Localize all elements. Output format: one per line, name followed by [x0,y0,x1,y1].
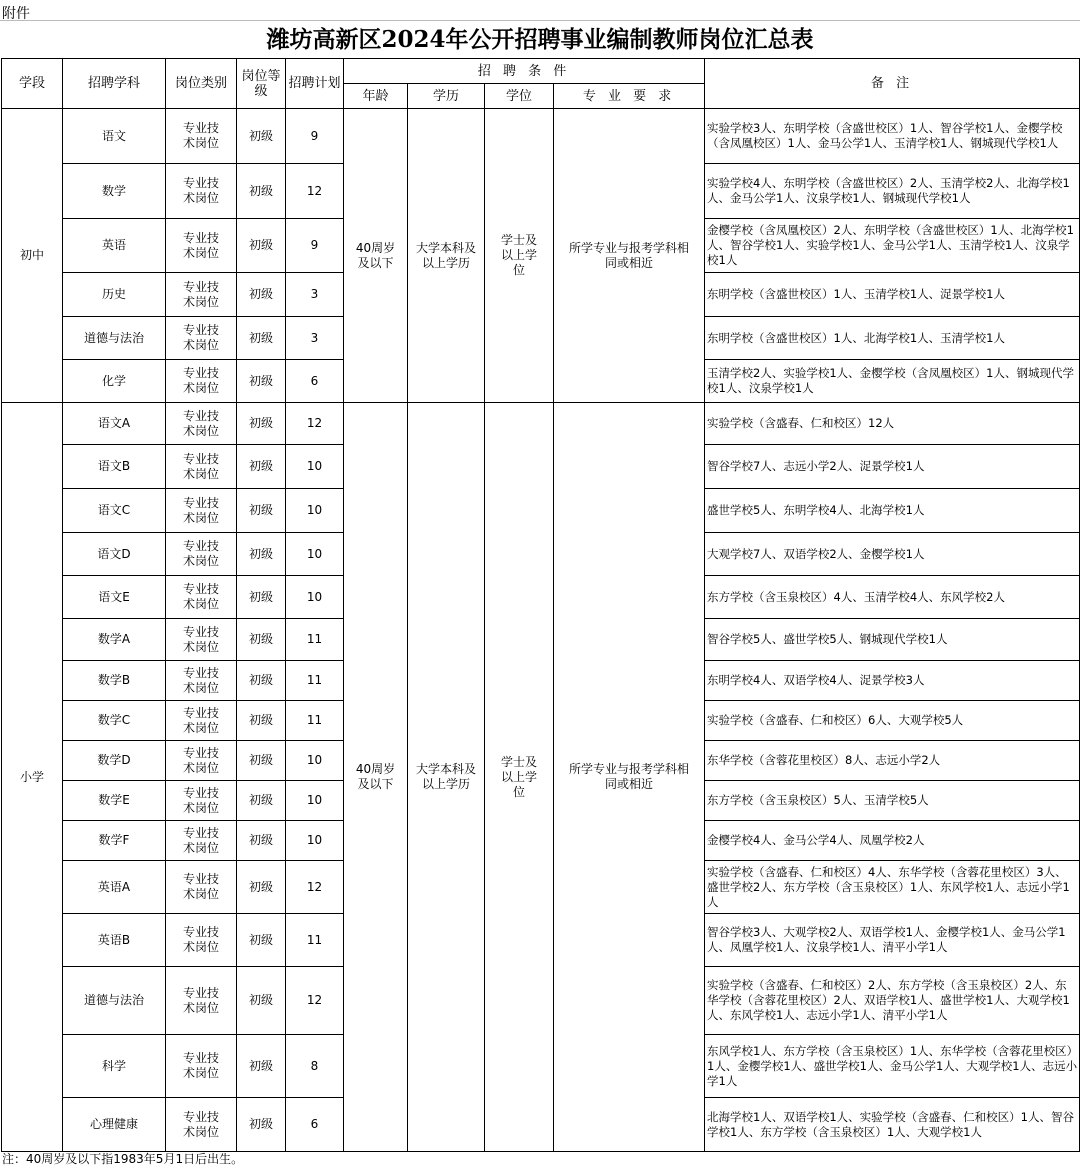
level-cell: 初级 [237,360,286,403]
category-cell: 专业技术岗位 [166,1035,237,1098]
plan-cell: 3 [286,273,344,317]
header-conditions: 招 聘 条 件 [344,59,705,84]
stage-cell: 小学 [2,403,63,1152]
category-cell: 专业技术岗位 [166,619,237,661]
remark-cell: 大观学校7人、双语学校2人、金樱学校1人 [705,533,1080,576]
remark-cell: 实验学校4人、东明学校（含盛世校区）2人、玉清学校2人、北海学校1人、金马公学1人、汶泉学校1人、钢城现代学校1人 [705,164,1080,219]
header-degree: 学位 [485,84,554,109]
remark-cell: 实验学校3人、东明学校（含盛世校区）1人、智谷学校1人、金樱学校（含凤凰校区）1人、金马公学1人、玉清学校1人、钢城现代学校1人 [705,109,1080,164]
remark-cell: 实验学校（含盛春、仁和校区）4人、东华学校（含蓉花里校区）3人、盛世学校2人、东方学校（含玉泉校区）1人、东风学校1人、志远小学1人 [705,861,1080,914]
plan-cell: 10 [286,533,344,576]
category-cell: 专业技术岗位 [166,861,237,914]
remark-cell: 智谷学校5人、盛世学校5人、钢城现代学校1人 [705,619,1080,661]
plan-cell: 12 [286,164,344,219]
subject-cell: 英语 [63,219,166,273]
plan-cell: 11 [286,619,344,661]
header-major: 专 业 要 求 [554,84,705,109]
plan-cell: 11 [286,914,344,967]
category-cell: 专业技术岗位 [166,821,237,861]
remark-cell: 东方学校（含玉泉校区）4人、玉清学校4人、东风学校2人 [705,576,1080,619]
degree-cell: 学士及以上学位 [485,109,554,403]
page-title: 潍坊高新区2024年公开招聘事业编制教师岗位汇总表 [0,20,1080,59]
remark-cell: 金樱学校（含凤凰校区）2人、东明学校（含盛世校区）1人、北海学校1人、智谷学校1人、实验学校1人、金马公学1人、玉清学校1人、汶泉学校1人 [705,219,1080,273]
category-cell: 专业技术岗位 [166,914,237,967]
subject-cell: 语文E [63,576,166,619]
age-cell: 40周岁及以下 [344,403,408,1152]
subject-cell: 语文D [63,533,166,576]
remark-cell: 东明学校（含盛世校区）1人、玉清学校1人、浞景学校1人 [705,273,1080,317]
level-cell: 初级 [237,661,286,701]
education-cell: 大学本科及以上学历 [408,109,485,403]
remark-cell: 东明学校（含盛世校区）1人、北海学校1人、玉清学校1人 [705,317,1080,360]
category-cell: 专业技术岗位 [166,273,237,317]
level-cell: 初级 [237,781,286,821]
age-cell: 40周岁及以下 [344,109,408,403]
subject-cell: 数学E [63,781,166,821]
level-cell: 初级 [237,1035,286,1098]
plan-cell: 12 [286,861,344,914]
plan-cell: 10 [286,821,344,861]
level-cell: 初级 [237,967,286,1035]
level-cell: 初级 [237,619,286,661]
subject-cell: 科学 [63,1035,166,1098]
header-stage: 学段 [2,59,63,109]
header-remarks: 备 注 [705,59,1080,109]
level-cell: 初级 [237,576,286,619]
subject-cell: 化学 [63,360,166,403]
category-cell: 专业技术岗位 [166,576,237,619]
category-cell: 专业技术岗位 [166,219,237,273]
education-cell: 大学本科及以上学历 [408,403,485,1152]
plan-cell: 3 [286,317,344,360]
category-cell: 专业技术岗位 [166,164,237,219]
remark-cell: 玉清学校2人、实验学校1人、金樱学校（含凤凰校区）1人、钢城现代学校1人、汶泉学校1人 [705,360,1080,403]
remark-cell: 金樱学校4人、金马公学4人、凤凰学校2人 [705,821,1080,861]
remark-cell: 东华学校（含蓉花里校区）8人、志远小学2人 [705,741,1080,781]
level-cell: 初级 [237,273,286,317]
category-cell: 专业技术岗位 [166,445,237,489]
category-cell: 专业技术岗位 [166,1098,237,1152]
subject-cell: 道德与法治 [63,317,166,360]
major-cell: 所学专业与报考学科相同或相近 [554,403,705,1152]
remark-cell: 实验学校（含盛春、仁和校区）2人、东方学校（含玉泉校区）2人、东华学校（含蓉花里校区）2人、双语学校1人、盛世学校1人、大观学校1人、东风学校1人、志远小学1人、清平小学1人 [705,967,1080,1035]
level-cell: 初级 [237,914,286,967]
subject-cell: 语文 [63,109,166,164]
plan-cell: 12 [286,403,344,445]
plan-cell: 11 [286,661,344,701]
subject-cell: 历史 [63,273,166,317]
header-level: 岗位等级 [237,59,286,109]
level-cell: 初级 [237,164,286,219]
degree-cell: 学士及以上学位 [485,403,554,1152]
remark-cell: 智谷学校7人、志远小学2人、浞景学校1人 [705,445,1080,489]
table-row [2,403,1080,445]
plan-cell: 6 [286,1098,344,1152]
level-cell: 初级 [237,861,286,914]
remark-cell: 北海学校1人、双语学校1人、实验学校（含盛春、仁和校区）1人、智谷学校1人、东方学校（含玉泉校区）1人、大观学校1人 [705,1098,1080,1152]
table-row [2,109,1080,164]
subject-cell: 数学A [63,619,166,661]
category-cell: 专业技术岗位 [166,403,237,445]
header-category: 岗位类别 [166,59,237,109]
subject-cell: 数学D [63,741,166,781]
attachment-label: 附件 [2,6,30,22]
remark-cell: 盛世学校5人、东明学校4人、北海学校1人 [705,489,1080,533]
level-cell: 初级 [237,533,286,576]
remark-cell: 东方学校（含玉泉校区）5人、玉清学校5人 [705,781,1080,821]
recruitment-table [1,58,1080,1152]
subject-cell: 语文C [63,489,166,533]
category-cell: 专业技术岗位 [166,781,237,821]
plan-cell: 10 [286,741,344,781]
remark-cell: 智谷学校3人、大观学校2人、双语学校1人、金樱学校1人、金马公学1人、凤凰学校1人、汶泉学校1人、清平小学1人 [705,914,1080,967]
subject-cell: 道德与法治 [63,967,166,1035]
subject-cell: 英语A [63,861,166,914]
plan-cell: 10 [286,489,344,533]
plan-cell: 8 [286,1035,344,1098]
subject-cell: 数学F [63,821,166,861]
level-cell: 初级 [237,317,286,360]
category-cell: 专业技术岗位 [166,661,237,701]
category-cell: 专业技术岗位 [166,109,237,164]
category-cell: 专业技术岗位 [166,360,237,403]
level-cell: 初级 [237,219,286,273]
category-cell: 专业技术岗位 [166,317,237,360]
subject-cell: 心理健康 [63,1098,166,1152]
category-cell: 专业技术岗位 [166,967,237,1035]
remark-cell: 东风学校1人、东方学校（含玉泉校区）1人、东华学校（含蓉花里校区）1人、金樱学校1人、盛世学校1人、金马公学1人、大观学校1人、志远小学1人 [705,1035,1080,1098]
plan-cell: 10 [286,576,344,619]
level-cell: 初级 [237,403,286,445]
subject-cell: 语文B [63,445,166,489]
category-cell: 专业技术岗位 [166,533,237,576]
level-cell: 初级 [237,821,286,861]
level-cell: 初级 [237,1098,286,1152]
header-education: 学历 [408,84,485,109]
remark-cell: 实验学校（含盛春、仁和校区）12人 [705,403,1080,445]
level-cell: 初级 [237,489,286,533]
plan-cell: 10 [286,781,344,821]
major-cell: 所学专业与报考学科相同或相近 [554,109,705,403]
level-cell: 初级 [237,741,286,781]
subject-cell: 数学B [63,661,166,701]
stage-cell: 初中 [2,109,63,403]
level-cell: 初级 [237,701,286,741]
plan-cell: 11 [286,701,344,741]
level-cell: 初级 [237,109,286,164]
category-cell: 专业技术岗位 [166,741,237,781]
header-plan: 招聘计划 [286,59,344,109]
plan-cell: 10 [286,445,344,489]
category-cell: 专业技术岗位 [166,489,237,533]
subject-cell: 英语B [63,914,166,967]
footnote: 注：40周岁及以下指1983年5月1日后出生。 [2,1152,244,1166]
plan-cell: 9 [286,109,344,164]
plan-cell: 6 [286,360,344,403]
category-cell: 专业技术岗位 [166,701,237,741]
level-cell: 初级 [237,445,286,489]
subject-cell: 数学C [63,701,166,741]
subject-cell: 数学 [63,164,166,219]
header-age: 年龄 [344,84,408,109]
plan-cell: 12 [286,967,344,1035]
plan-cell: 9 [286,219,344,273]
subject-cell: 语文A [63,403,166,445]
remark-cell: 东明学校4人、双语学校4人、浞景学校3人 [705,661,1080,701]
remark-cell: 实验学校（含盛春、仁和校区）6人、大观学校5人 [705,701,1080,741]
header-subject: 招聘学科 [63,59,166,109]
